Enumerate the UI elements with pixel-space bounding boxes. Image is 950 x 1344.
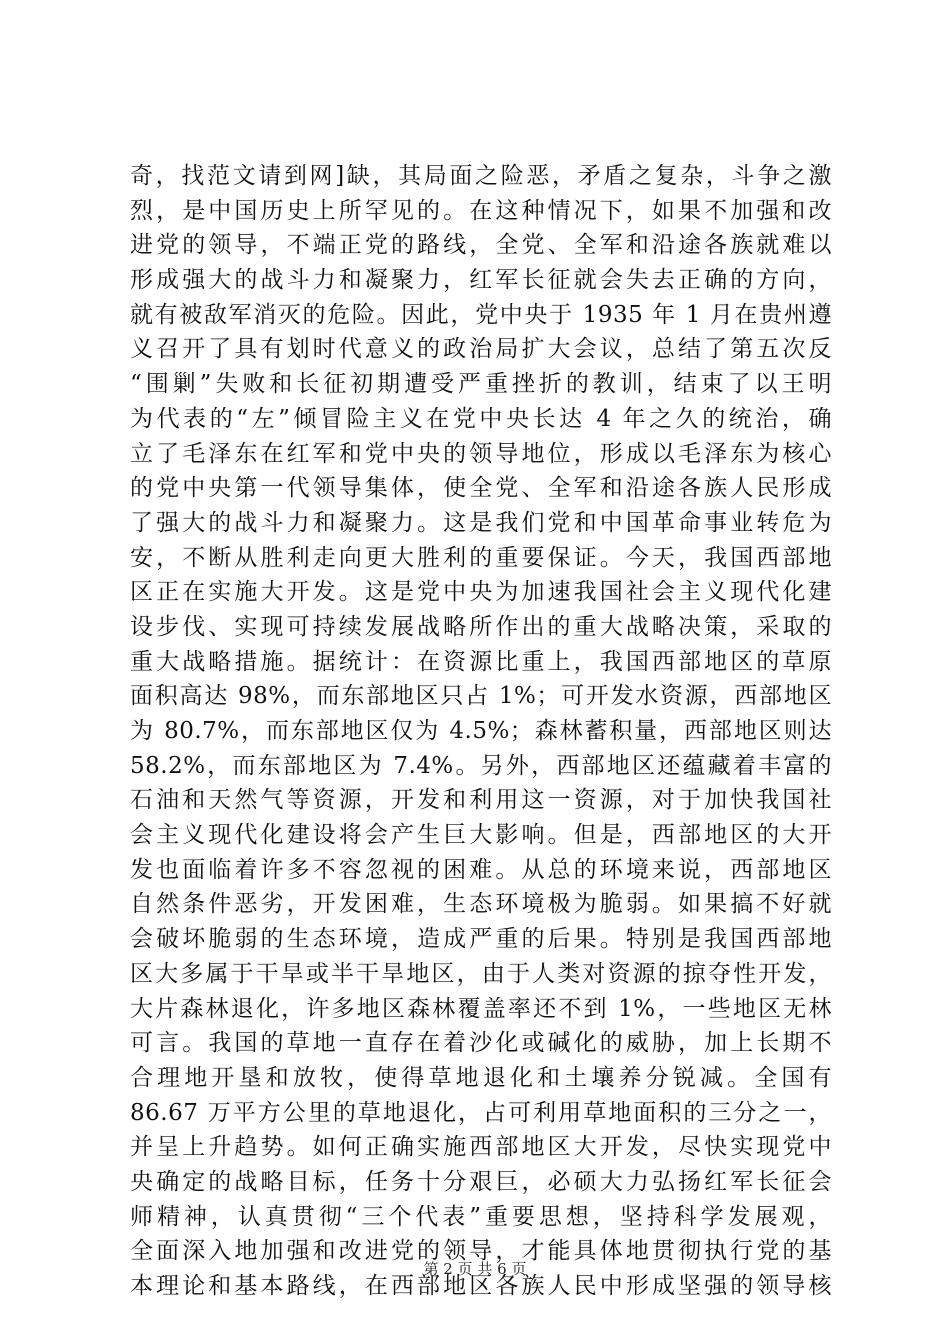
text-line: 的党中央第一代领导集体，使全党、全军和沿途各族人民形成 [130,475,832,502]
text-line: 师精神，认真贯彻“三个代表”重要思想，坚持科学发展观， [130,1203,832,1230]
text-line: “围剿”失败和长征初期遭受严重挫折的教训，结束了以王明 [130,371,832,398]
text-line: 奇，找范文请到网]缺，其局面之险恶，矛盾之复杂，斗争之激 [130,163,832,189]
text-line: 大片森林退化，许多地区森林覆盖率还不到 1%，一些地区无林 [130,995,832,1022]
text-line: 安，不断从胜利走向更大胜利的重要保证。今天，我国西部地 [130,544,832,571]
text-line: 义召开了具有划时代意义的政治局扩大会议，总结了第五次反 [130,336,832,363]
text-line: 央确定的战略目标，任务十分艰巨，必硕大力弘扬红军长征会 [130,1168,832,1195]
text-line: 设步伐、实现可持续发展战略所作出的重大战略决策，采取的 [130,613,832,640]
text-line: 并呈上升趋势。如何正确实施西部地区大开发，尽快实现党中 [130,1134,832,1161]
text-line: 可言。我国的草地一直存在着沙化或碱化的威胁，加上长期不 [130,1030,832,1057]
text-line: 进党的领导，不端正党的路线，全党、全军和沿途各族就难以 [130,232,832,259]
text-line: 为代表的“左”倾冒险主义在党中央长达 4 年之久的统治，确 [130,405,832,432]
text-line: 全面深入地加强和改进党的领导，才能具体地贯彻执行党的基 [130,1238,832,1265]
text-line: 会主义现代化建设将会产生巨大影响。但是，西部地区的大开 [130,822,832,849]
text-line: 烈，是中国历史上所罕见的。在这种情况下，如果不加强和改 [130,197,832,224]
text-line: 会破坏脆弱的生态环境，造成严重的后果。特别是我国西部地 [130,926,832,953]
text-line: 合理地开垦和放牧，使得草地退化和土壤养分锐减。全国有 [130,1064,832,1091]
text-line: 为 80.7%，而东部地区仅为 4.5%；森林蓄积量，西部地区则达 [130,718,832,744]
text-line: 面积高达 98%，而东部地区只占 1%；可开发水资源，西部地区 [130,683,832,710]
text-line: 石油和天然气等资源，开发和利用这一资源，对于加快我国社 [130,787,832,814]
body-text [130,159,832,1304]
text-line: 58.2%，而东部地区为 7.4%。另外，西部地区还蕴藏着丰富的 [130,752,832,779]
text-line: 形成强大的战斗力和凝聚力，红军长征就会失去正确的方向， [130,267,832,294]
text-line: 本理论和基本路线，在西部地区各族人民中形成坚强的领导核 [130,1273,832,1299]
text-line: 了强大的战斗力和凝聚力。这是我们党和中国革命事业转危为 [130,509,832,536]
text-line: 发也面临着许多不容忽视的困难。从总的环境来说，西部地区 [130,856,832,883]
text-line: 区正在实施大开发。这是党中央为加速我国社会主义现代化建 [130,579,832,606]
text-line: 立了毛泽东在红军和党中央的领导地位，形成以毛泽东为核心 [130,440,832,467]
text-line: 86.67 万平方公里的草地退化，占可利用草地面积的三分之一， [130,1099,832,1126]
text-line: 区大多属于干旱或半干旱地区，由于人类对资源的掠夺性开发， [130,960,832,987]
text-line: 重大战略措施。据统计：在资源比重上，我国西部地区的草原 [130,648,832,675]
page-number-footer: 第 2 页 共 6 页 [423,1260,527,1278]
text-line: 就有被敌军消灭的危险。因此，党中央于 1935 年 1 月在贵州遵 [130,301,832,328]
text-line: 自然条件恶劣，开发困难，生态环境极为脆弱。如果搞不好就 [130,891,832,918]
